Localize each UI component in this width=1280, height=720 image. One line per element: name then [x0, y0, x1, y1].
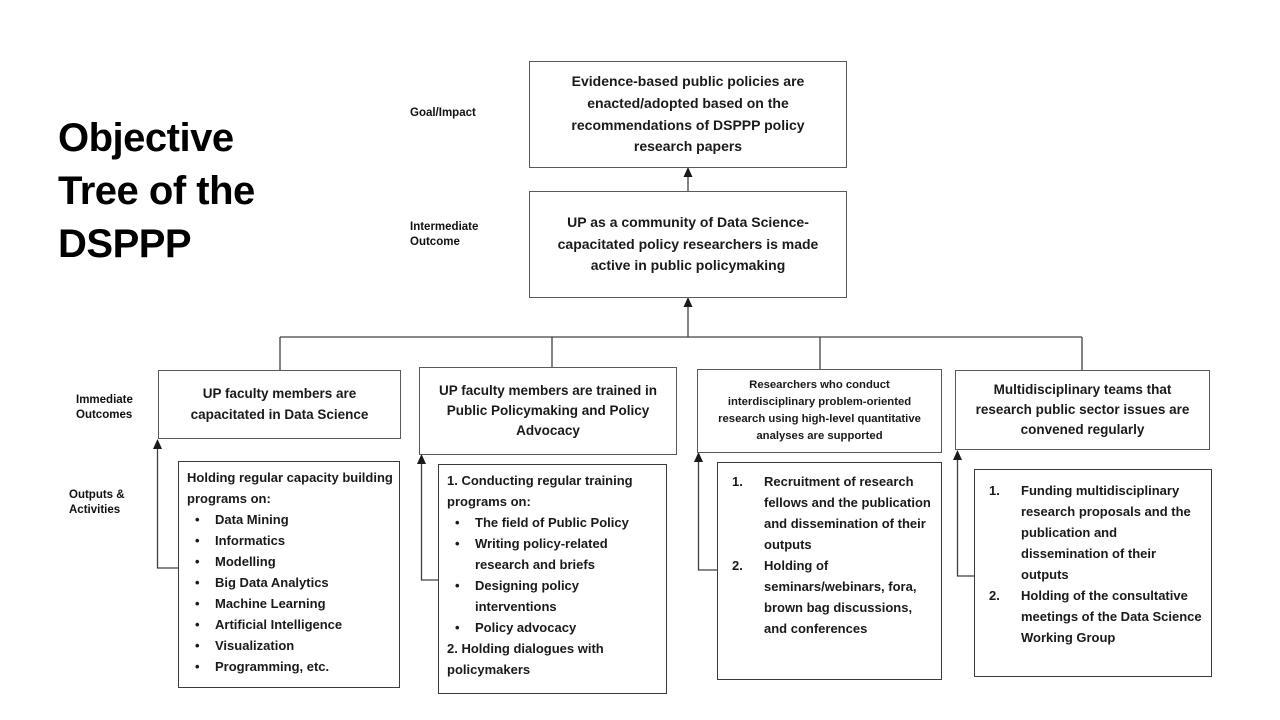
- bullet-glyph: •: [195, 512, 200, 528]
- output-box-2-item2: 2. Holding dialogues with policymakers: [447, 641, 604, 678]
- bullet-glyph: •: [195, 617, 200, 633]
- immediate-outcome-box-2: [419, 367, 677, 455]
- bullet-item: • Programming, etc.: [187, 656, 395, 677]
- output-box-3: [717, 462, 942, 680]
- immediate-outcome-3-text: Researchers who conduct interdisciplinary problem-oriented research using high-level quantitative analyses are supported: [718, 379, 921, 442]
- bullet-glyph: •: [195, 596, 200, 612]
- output-box-1-intro: Holding regular capacity building programs on:: [187, 470, 393, 507]
- bullet-glyph: •: [195, 575, 200, 591]
- numbered-item: 2. Holding of the consultative meetings of the Data Science Working Group: [989, 588, 1202, 646]
- immediate-outcome-box-4: [955, 370, 1210, 450]
- bullet-glyph: •: [455, 536, 460, 552]
- intermediate-outcome-text: UP as a community of Data Science-capacitated policy researchers is made active in public policymaking: [557, 213, 819, 274]
- immediate-outcome-box-3: [697, 369, 942, 453]
- output-box-3-list: [726, 471, 937, 639]
- bullet-item: • Designing policy interventions: [447, 575, 662, 617]
- immediate-outcome-4-text: Multidisciplinary teams that research public sector issues are convened regularly: [975, 381, 1190, 438]
- bullet-item: • Informatics: [187, 530, 395, 551]
- bullet-glyph: •: [455, 578, 460, 594]
- output-box-1-list: [187, 509, 395, 677]
- output-box-2-item1: 1. Conducting regular training programs on:: [447, 473, 633, 510]
- immediate-outcomes-label: Immediate Outcomes: [76, 394, 133, 422]
- bullet-glyph: •: [195, 638, 200, 654]
- goal-box-text: Evidence-based public policies are enacted/adopted based on the recommendations of DSPPP policy research papers: [571, 73, 805, 155]
- bullet-item: • The field of Public Policy: [447, 512, 662, 533]
- numbered-item: 1. Funding multidisciplinary research proposals and the publication and dissemination of their outputs: [989, 483, 1191, 583]
- outputs-activities-label: Outputs & Activities: [69, 489, 125, 517]
- bullet-glyph: •: [455, 515, 460, 531]
- intermediate-outcome-label: Intermediate Outcome: [410, 221, 479, 249]
- bullet-item: • Data Mining: [187, 509, 395, 530]
- bullet-item: • Writing policy-related research and briefs: [447, 533, 662, 575]
- bullet-glyph: •: [455, 620, 460, 636]
- bullet-item: • Artificial Intelligence: [187, 614, 395, 635]
- page-title: Objective Tree of the DSPPP: [58, 116, 255, 266]
- immediate-outcome-box-1: [158, 370, 401, 439]
- goal-impact-label: Goal/Impact: [410, 107, 476, 119]
- output-box-4: [974, 469, 1212, 677]
- bullet-item: • Big Data Analytics: [187, 572, 395, 593]
- output-box-2: [438, 464, 667, 694]
- immediate-outcome-1-text: UP faculty members are capacitated in Data Science: [190, 386, 369, 422]
- output-box-4-list: [983, 480, 1207, 648]
- intermediate-outcome-box: [529, 191, 847, 298]
- numbered-item: 2. Holding of seminars/webinars, fora, brown bag discussions, and conferences: [732, 558, 917, 637]
- bullet-glyph: •: [195, 554, 200, 570]
- output-box-1: [178, 461, 400, 688]
- bullet-glyph: •: [195, 659, 200, 675]
- bullet-item: • Policy advocacy: [447, 617, 662, 638]
- numbered-item: 1. Recruitment of research fellows and the publication and dissemination of their outputs: [732, 474, 931, 553]
- goal-box: [529, 61, 847, 168]
- bullet-item: • Modelling: [187, 551, 395, 572]
- bullet-item: • Machine Learning: [187, 593, 395, 614]
- bullet-glyph: •: [195, 533, 200, 549]
- bullet-item: • Visualization: [187, 635, 395, 656]
- output-box-2-list: [447, 512, 662, 638]
- immediate-outcome-2-text: UP faculty members are trained in Public Policymaking and Policy Advocacy: [438, 382, 658, 439]
